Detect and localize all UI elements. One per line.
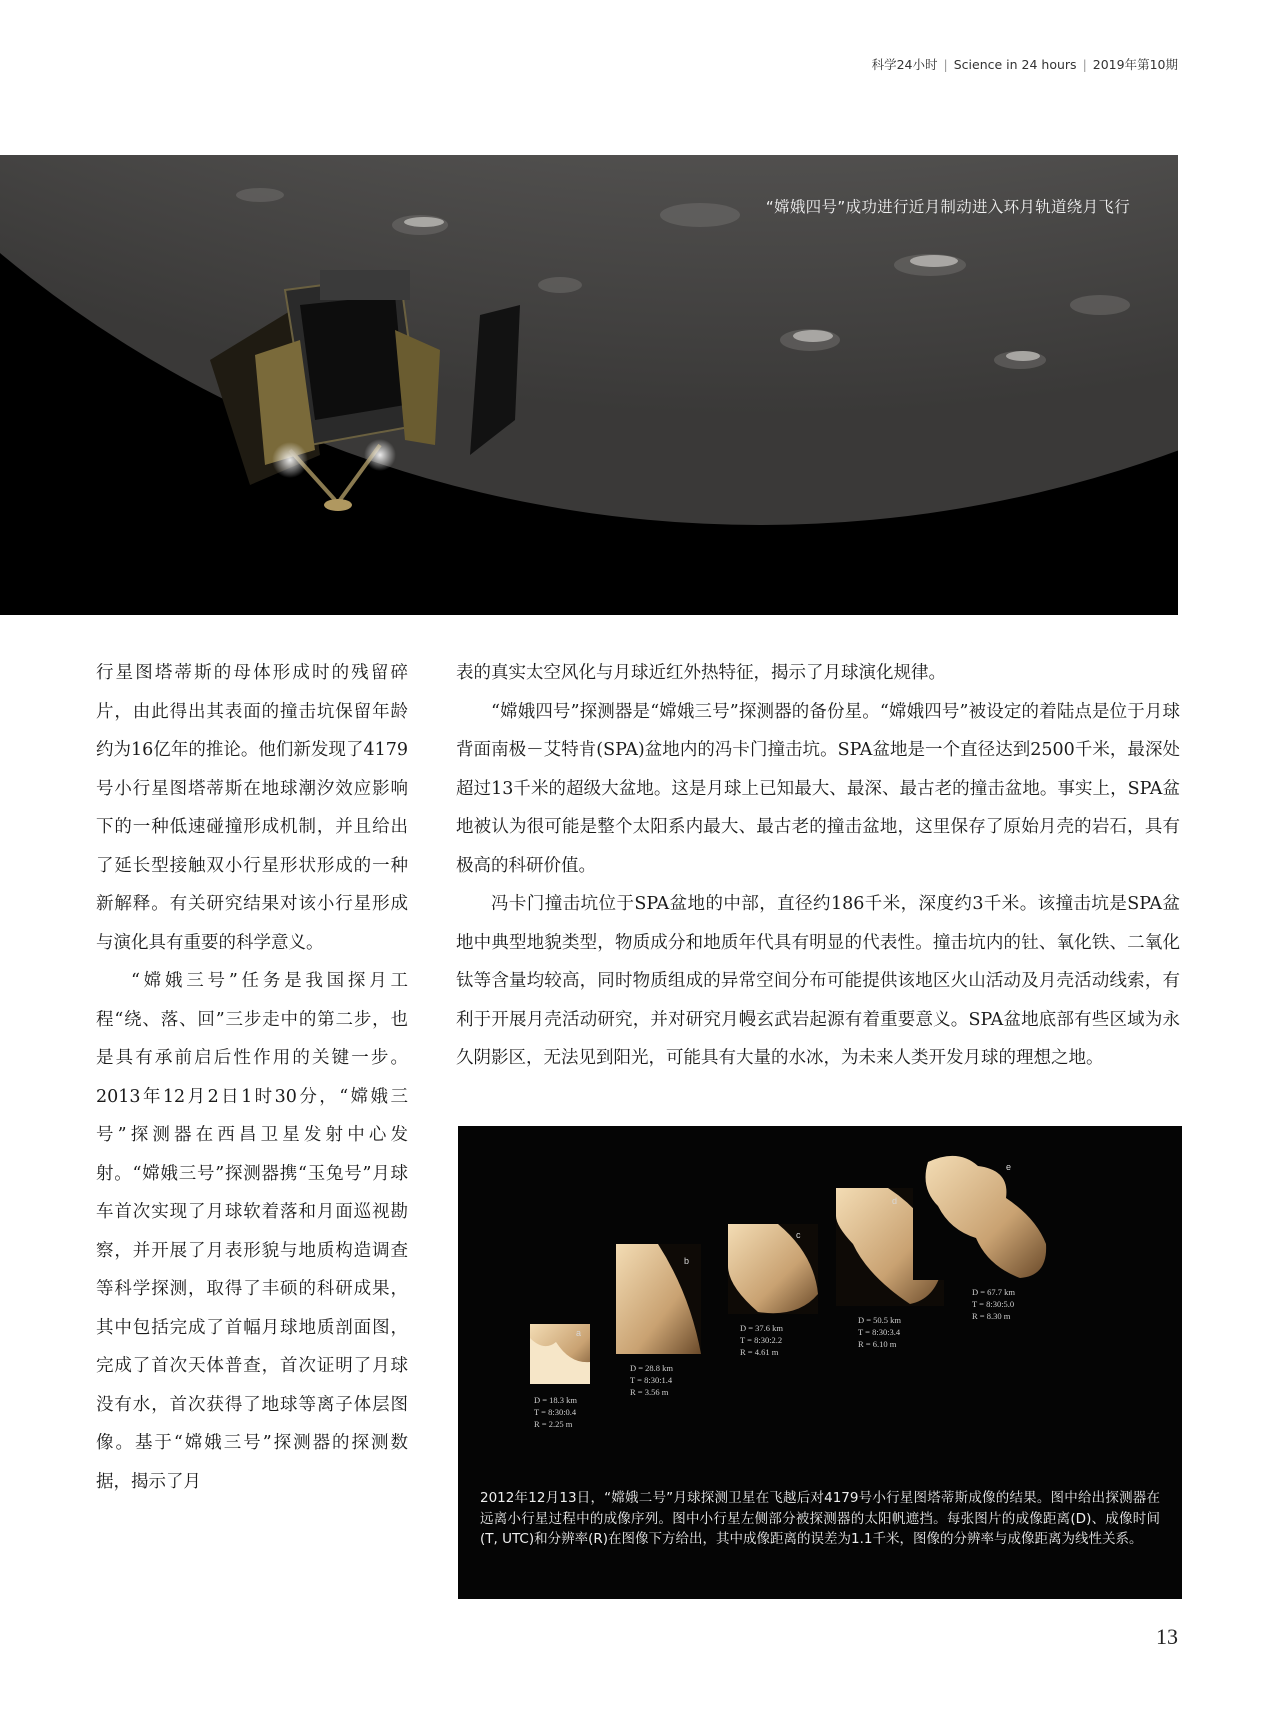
panel-d-label: d: [892, 1196, 898, 1206]
issue-label: 2019年第10期: [1092, 57, 1178, 72]
journal-name-cn: 科学24小时: [871, 57, 938, 72]
header-divider: |: [943, 57, 948, 72]
header-divider: |: [1082, 57, 1087, 72]
left-column: [96, 654, 408, 1501]
running-header: [872, 55, 1178, 73]
panel-b-label: b: [684, 1256, 690, 1266]
right-column: [456, 654, 1180, 1078]
journal-name-en: Science in 24 hours: [953, 57, 1077, 72]
panel-c-label: c: [796, 1230, 801, 1240]
hero-image: [0, 155, 1178, 615]
panel-e-measurements: D = 67.7 km T = 8:30:5.0 R = 8.30 m: [972, 1287, 1016, 1321]
moon-lander-illustration: [0, 155, 1178, 615]
figure-caption: 2012年12月13日，“嫦娥二号”月球探测卫星在飞越后对4179号小行星图塔蒂斯成像的结果。图中给出探测器在远离小行星过程中的成像序列。图中小行星左侧部分被探测器的太阳帆遮挡。每张图片的成像距离(D)、成像时间(T, UTC)和分辨率(R)在图像下方给出，其中成像距离的误差为1.1千米，图像的分辨率与成像距离为线性关系。: [480, 1490, 1160, 1547]
panel-c-measurements: D = 37.6 km T = 8:30:2.2 R = 4.61 m: [740, 1323, 784, 1357]
hero-caption: “嫦娥四号”成功进行近月制动进入环月轨道绕月飞行: [765, 198, 1130, 216]
panel-e-label: e: [1006, 1162, 1012, 1172]
toutatis-figure: [458, 1126, 1182, 1599]
page-number: 13: [1156, 1624, 1178, 1649]
asteroid-image-sequence: [458, 1126, 1182, 1486]
panel-a-measurements: D = 18.3 km T = 8:30:0.4 R = 2.25 m: [534, 1395, 578, 1429]
paragraph: “嫦娥四号”探测器是“嫦娥三号”探测器的备份星。“嫦娥四号”被设定的着陆点是位于月球背面南极－艾特肯(SPA)盆地内的冯卡门撞击坑。SPA盆地是一个直径达到2500千米，最深处超过13千米的超级大盆地。这是月球上已知最大、最深、最古老的撞击盆地。事实上，SPA盆地被认为很可能是整个太阳系内最大、最古老的撞击盆地，这里保存了原始月壳的岩石，具有极高的科研价值。: [456, 701, 1180, 876]
paragraph: “嫦娥三号”任务是我国探月工程“绕、落、回”三步走中的第二步，也是具有承前启后性作用的关键一步。2013年12月2日1时30分，“嫦娥三号”探测器在西昌卫星发射中心发射。“嫦娥三号”探测器携“玉兔号”月球车首次实现了月球软着落和月面巡视勘察，并开展了月表形貌与地质构造调查等科学探测，取得了丰硕的科研成果，其中包括完成了首幅月球地质剖面图，完成了首次天体普查，首次证明了月球没有水，首次获得了地球等离子体层图像。基于“嫦娥三号”探测器的探测数据，揭示了月: [96, 971, 408, 1492]
panel-a-label: a: [576, 1328, 582, 1338]
panel-d-measurements: D = 50.5 km T = 8:30:3.4 R = 6.10 m: [858, 1315, 902, 1349]
paragraph: 冯卡门撞击坑位于SPA盆地的中部，直径约186千米，深度约3千米。该撞击坑是SPA盆地中典型地貌类型，物质成分和地质年代具有明显的代表性。撞击坑内的钍、氧化铁、二氧化钛等含量均较高，同时物质组成的异常空间分布可能提供该地区火山活动及月壳活动线索，有利于开展月壳活动研究，并对研究月幔玄武岩起源有着重要意义。SPA盆地底部有些区域为永久阴影区，无法见到阳光，可能具有大量的水冰，为未来人类开发月球的理想之地。: [456, 894, 1180, 1068]
panel-b-measurements: D = 28.8 km T = 8:30:1.4 R = 3.56 m: [630, 1363, 674, 1397]
paragraph: 行星图塔蒂斯的母体形成时的残留碎片，由此得出其表面的撞击坑保留年龄约为16亿年的推论。他们新发现了4179号小行星图塔蒂斯在地球潮汐效应影响下的一种低速碰撞形成机制，并且给出了延长型接触双小行星形状形成的一种新解释。有关研究结果对该小行星形成与演化具有重要的科学意义。: [96, 663, 408, 953]
paragraph: 表的真实太空风化与月球近红外热特征，揭示了月球演化规律。: [456, 663, 946, 683]
